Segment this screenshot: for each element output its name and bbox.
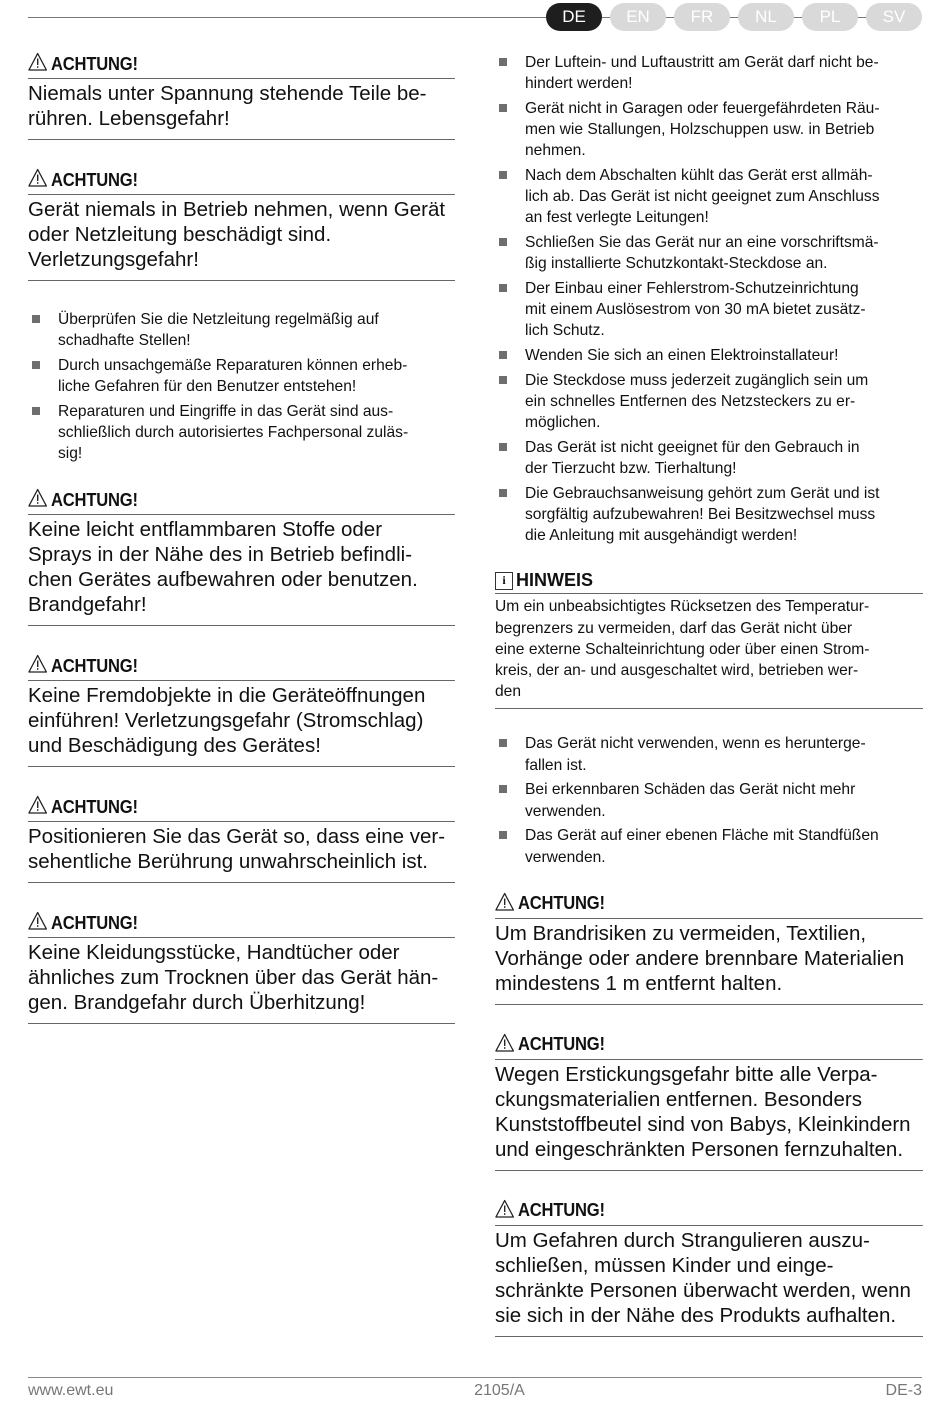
bullet-list [495,52,923,546]
square-bullet-icon [499,58,507,66]
language-tab-nl[interactable]: NL [738,3,794,31]
list-item-text: Der Einbau einer Fehlerstrom-Schutzeinrichtung mit einem Auslösestrom von 30 mA bietet zusätz- lich Schutz. [525,280,866,340]
language-tab-pl[interactable]: PL [802,3,858,31]
list-item [495,370,923,434]
footer-rule [28,1377,922,1378]
right-column [495,52,923,1365]
list-item [495,165,923,229]
list-item [495,98,923,162]
list-item [495,52,923,94]
warning-label: ACHTUNG! [518,1200,605,1221]
warning-triangle-icon [28,795,47,819]
left-column [28,52,455,1052]
square-bullet-icon [499,238,507,246]
list-item-text: Nach dem Abschalten kühlt das Gerät erst allmäh- lich ab. Das Gerät ist nicht geeignet zum Anschluss an fest verlegte Leitungen! [525,167,880,227]
list-item [495,779,923,821]
list-item-text: Durch unsachgemäße Reparaturen können erheb- liche Gefahren für den Benutzer entstehen! [58,356,408,396]
square-bullet-icon [499,443,507,451]
list-item-text: Bei erkennbaren Schäden das Gerät nicht mehr verwenden. [525,781,856,820]
warning-text: Um Gefahren durch Strangulieren auszu- schließen, müssen Kinder und einge- schränkte Personen überwacht werden, wenn sie sich in der Nähe des Produkts aufhalten. [495,1226,923,1337]
warning-text: Positionieren Sie das Gerät so, dass eine ver- sehentliche Berührung unwahrscheinlich ist. [28,822,455,883]
warning-heading [495,892,923,919]
warning-label: ACHTUNG! [51,169,138,190]
list-item [495,733,923,775]
language-tab-en[interactable]: EN [610,3,666,31]
list-item-text: Schließen Sie das Gerät nur an eine vorschriftsmä- ßig installierte Schutzkontakt-Steckdose an. [525,234,879,273]
square-bullet-icon [499,376,507,384]
warning-label: ACHTUNG! [51,489,138,510]
list-item [495,437,923,479]
footer-doc-code: 2105/A [474,1382,525,1399]
language-tab-de[interactable]: DE [546,3,602,31]
note-heading [495,570,923,594]
warning-label: ACHTUNG! [51,53,138,74]
square-bullet-icon [499,831,507,839]
warning-triangle-icon [28,654,47,678]
warning-triangle-icon [28,911,47,935]
warning-text: Wegen Erstickungsgefahr bitte alle Verpa- ckungsmaterialien entfernen. Besonders Kunststoffbeutel sind von Babys, Kleinkindern und eingeschränkten Personen fernzuhalten. [495,1060,923,1171]
warning-heading [28,168,455,195]
warning-label: ACHTUNG! [51,655,138,676]
list-item [495,345,923,366]
warning-text: Niemals unter Spannung stehende Teile be- rühren. Lebensgefahr! [28,79,455,140]
footer-website: www.ewt.eu [28,1382,114,1399]
list-item [495,825,923,867]
square-bullet-icon [499,489,507,497]
square-bullet-icon [32,407,40,415]
list-item-text: Das Gerät ist nicht geeignet für den Gebrauch in der Tierzucht bzw. Tierhaltung! [525,438,860,478]
square-bullet-icon [499,171,507,179]
warning-block [495,1199,923,1337]
list-item-text: Überprüfen Sie die Netzleitung regelmäßig auf schadhafte Stellen! [58,311,379,350]
list-item [28,355,455,397]
warning-triangle-icon [495,892,514,916]
bullet-list [28,309,455,464]
list-item [28,401,455,465]
list-item [28,309,455,351]
note-label: HINWEIS [516,570,594,591]
list-item-text: Das Gerät nicht verwenden, wenn es herunterge- fallen ist. [525,735,866,774]
footer-page-number: DE-3 [885,1382,922,1399]
bullet-list [495,733,923,867]
warning-block [28,795,455,883]
list-item [495,278,923,342]
warning-block [495,892,923,1005]
square-bullet-icon [499,351,507,359]
warning-triangle-icon [495,1033,514,1057]
warning-text: Keine leicht entflammbaren Stoffe oder Sprays in der Nähe des in Betrieb befindli- chen Gerätes aufbewahren oder benutzen. Brandgefahr! [28,515,455,626]
list-item-text: Das Gerät auf einer ebenen Fläche mit Standfüßen verwenden. [525,827,879,866]
warning-text: Keine Fremdobjekte in die Geräteöffnungen einführen! Verletzungsgefahr (Stromschlag) und Beschädigung des Gerätes! [28,681,455,767]
square-bullet-icon [32,315,40,323]
warning-heading [28,654,455,681]
warning-triangle-icon [28,488,47,512]
warning-label: ACHTUNG! [518,893,605,914]
warning-triangle-icon [28,52,47,76]
language-tab-fr[interactable]: FR [674,3,730,31]
note-text: Um ein unbeabsichtigtes Rücksetzen des Temperatur- begrenzers zu vermeiden, darf das Gerät nicht über eine externe Schalteinrichtung oder über einen Strom- kreis, der an- und ausgeschaltet wird, betrieben wer- den [495,594,923,709]
warning-label: ACHTUNG! [51,912,138,933]
warning-heading [28,52,455,79]
warning-heading [28,488,455,515]
warning-block [28,52,455,140]
warning-block [28,911,455,1024]
list-item-text: Gerät nicht in Garagen oder feuergefährdeten Räu- men wie Stallungen, Holzschuppen usw. in Betrieb nehmen. [525,99,880,160]
square-bullet-icon [499,284,507,292]
list-item-text: Die Steckdose muss jederzeit zugänglich sein um ein schnelles Entfernen des Netzsteckers zu er- möglichen. [525,371,869,432]
footer [28,1382,922,1400]
warning-heading [28,911,455,938]
language-tab-sv[interactable]: SV [866,3,922,31]
list-item-text: Reparaturen und Eingriffe in das Gerät sind aus- schließlich durch autorisiertes Fachpersonal zuläs- sig! [58,402,409,463]
warning-heading [495,1033,923,1060]
warning-text: Keine Kleidungsstücke, Handtücher oder ähnliches zum Trocknen über das Gerät hän- gen. Brandgefahr durch Überhitzung! [28,938,455,1024]
list-item [495,483,923,547]
warning-triangle-icon [495,1199,514,1223]
warning-heading [495,1199,923,1226]
warning-text: Gerät niemals in Betrieb nehmen, wenn Gerät oder Netzleitung beschädigt sind. Verletzungsgefahr! [28,195,455,281]
list-item-text: Wenden Sie sich an einen Elektroinstallateur! [525,347,839,365]
warning-triangle-icon [28,168,47,192]
warning-block [28,654,455,767]
warning-label: ACHTUNG! [518,1034,605,1055]
list-item-text: Die Gebrauchsanweisung gehört zum Gerät und ist sorgfältig aufzubewahren! Bei Besitzwechsel muss die Anleitung mit ausgehändigt werden! [525,484,880,545]
list-item [495,232,923,274]
info-icon: i [495,572,513,590]
square-bullet-icon [32,361,40,369]
warning-block [495,1033,923,1171]
warning-text: Um Brandrisiken zu vermeiden, Textilien, Vorhänge oder andere brennbare Materialien mindestens 1 m entfernt halten. [495,919,923,1005]
square-bullet-icon [499,785,507,793]
warning-block [28,488,455,626]
warning-heading [28,795,455,822]
warning-label: ACHTUNG! [51,796,138,817]
language-tabs [546,3,922,31]
list-item-text: Der Luftein- und Luftaustritt am Gerät darf nicht be- hindert werden! [525,54,879,93]
square-bullet-icon [499,739,507,747]
square-bullet-icon [499,104,507,112]
warning-block [28,168,455,281]
